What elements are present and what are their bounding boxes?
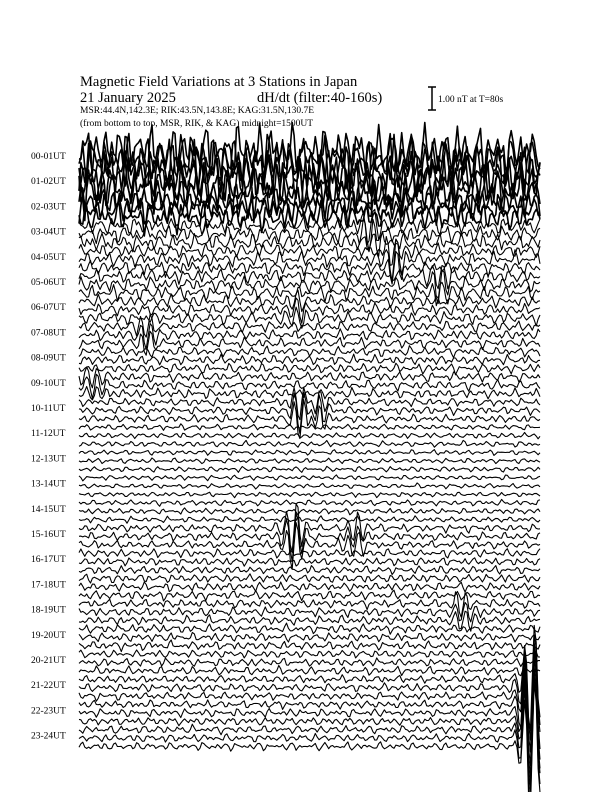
trace-line: [79, 492, 540, 498]
trace-line: [79, 675, 540, 792]
trace-line: [79, 558, 540, 566]
hour-label: 16-17UT: [31, 555, 66, 566]
trace-line: [79, 363, 540, 375]
trace-line: [79, 400, 540, 439]
trace-line: [79, 483, 540, 489]
trace-line: [79, 549, 540, 558]
trace-line: [79, 232, 540, 257]
trace-line: [79, 387, 540, 400]
hour-label: 22-23UT: [31, 706, 66, 717]
hour-label: 19-20UT: [31, 630, 66, 641]
trace-line: [79, 590, 540, 601]
trace-line: [79, 516, 540, 523]
hour-label: 10-11UT: [31, 404, 66, 414]
chart-date: 21 January 2025: [80, 90, 176, 106]
trace-line: [79, 458, 540, 464]
trace-line: [79, 374, 540, 398]
traces: [79, 123, 540, 792]
trace-line: [79, 566, 540, 575]
hour-label: 12-13UT: [31, 454, 66, 465]
hour-label: 08-09UT: [31, 353, 66, 364]
trace-line: [79, 623, 540, 634]
trace-line: [79, 640, 540, 652]
trace-line: [79, 658, 540, 785]
trace-line: [79, 237, 540, 266]
chart-title: Magnetic Field Variations at 3 Stations in Japan: [80, 74, 358, 90]
station-order-note: (from bottom to top, MSR, RIK, & KAG) midnight=1500UT: [80, 119, 314, 129]
hour-label: 11-12UT: [31, 429, 66, 440]
trace-line: [79, 582, 540, 592]
trace-line: [79, 354, 540, 365]
hour-label: 04-05UT: [31, 252, 66, 263]
trace-line: [79, 633, 540, 643]
hour-label: 21-22UT: [31, 681, 66, 692]
chart-quantity: dH/dt (filter:40-160s): [257, 90, 383, 106]
trace-line: [79, 475, 540, 481]
hour-label: 05-06UT: [31, 278, 66, 288]
hour-label: 00-01UT: [31, 152, 66, 162]
trace-line: [79, 424, 540, 431]
hour-label: 03-04UT: [31, 227, 66, 238]
trace-line: [79, 499, 540, 506]
scale-bar: [428, 87, 503, 110]
hour-label: 13-14UT: [31, 479, 66, 490]
hour-label: 07-08UT: [31, 328, 66, 339]
trace-line: [79, 658, 540, 667]
trace-line: [79, 650, 540, 658]
hour-label: 06-07UT: [31, 303, 66, 314]
trace-line: [79, 440, 540, 447]
hour-label: 02-03UT: [31, 202, 66, 213]
trace-line: [79, 508, 540, 515]
hour-labels: [31, 152, 66, 742]
hour-label: 14-15UT: [31, 504, 66, 515]
hour-label: 18-19UT: [31, 605, 66, 616]
trace-line: [79, 433, 540, 439]
hour-label: 20-21UT: [31, 656, 66, 666]
hour-label: 09-10UT: [31, 378, 66, 389]
trace-line: [79, 466, 540, 472]
hour-label: 01-02UT: [31, 177, 66, 188]
trace-line: [79, 450, 540, 456]
hour-label: 23-24UT: [31, 731, 66, 742]
scale-bar-label: 1.00 nT at T=80s: [438, 95, 504, 105]
hour-label: 17-18UT: [31, 580, 66, 591]
station-coordinates: MSR:44.4N,142.3E; RIK:43.5N,143.8E; KAG:31.5N,130.7E: [80, 106, 315, 116]
trace-line: [79, 574, 540, 583]
trace-line: [79, 666, 540, 676]
hour-label: 15-16UT: [31, 530, 66, 540]
